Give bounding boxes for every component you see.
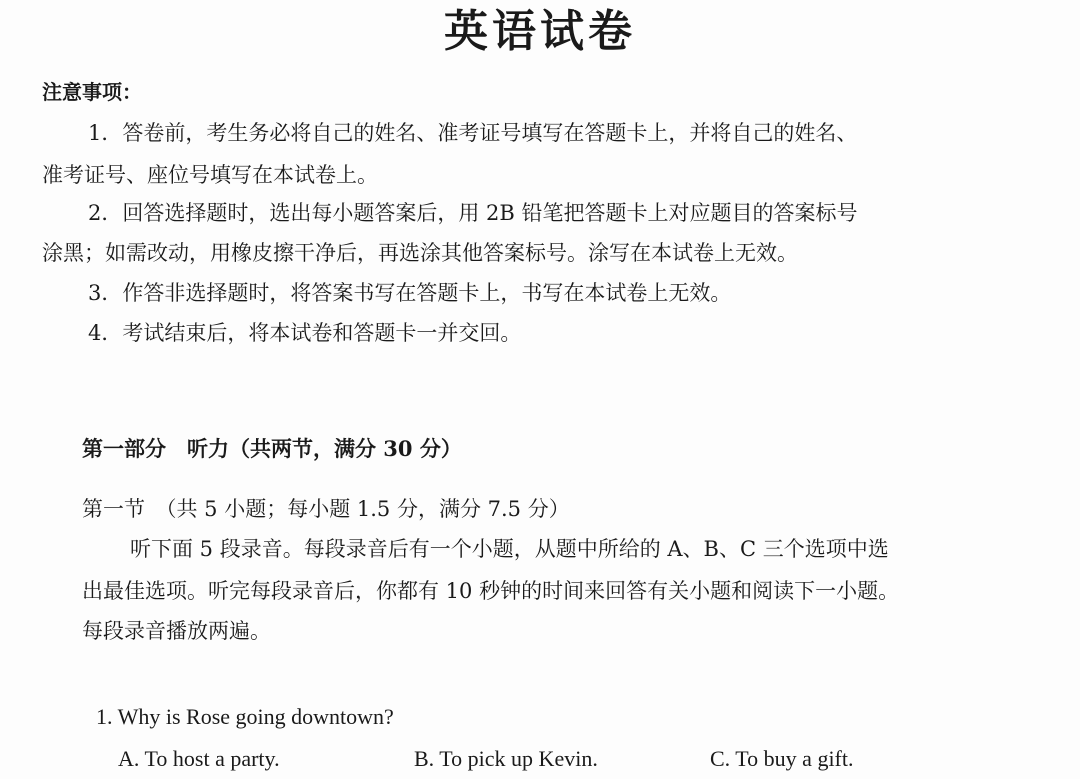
notice-item-1-line-1: 1．答卷前，考生务必将自己的姓名、准考证号填写在答题卡上，并将自己的姓名、 [88,121,858,145]
notice-item-4: 4．考试结束后，将本试卷和答题卡一并交回。 [88,321,522,345]
question-1-option-a: A. To host a party. [118,746,280,771]
notice-heading: 注意事项： [42,80,142,104]
notice-item-2-line-2: 涂黑；如需改动，用橡皮擦干净后，再选涂其他答案标号。涂写在本试卷上无效。 [42,241,798,265]
page-title: 英语试卷 [444,6,636,57]
notice-item-2-line-1: 2．回答选择题时，选出每小题答案后，用 2B 铅笔把答题卡上对应题目的答案标号 [88,201,858,225]
question-1-option-b: B. To pick up Kevin. [414,746,598,771]
notice-item-3: 3．作答非选择题时，将答案书写在答题卡上，书写在本试卷上无效。 [88,281,732,305]
notice-item-1-line-2: 准考证号、座位号填写在本试卷上。 [42,163,378,187]
section-1-instruction-line-3: 每段录音播放两遍。 [82,619,271,643]
question-1-option-c: C. To buy a gift. [710,746,854,771]
part-1-heading: 第一部分 听力（共两节，满分 30 分） [82,436,462,461]
section-1-instruction-line-2: 出最佳选项。听完每段录音后，你都有 10 秒钟的时间来回答有关小题和阅读下一小题。 [82,579,900,603]
section-1-heading: 第一节 （共 5 小题；每小题 1.5 分，满分 7.5 分） [82,497,570,521]
question-1-text: 1. Why is Rose going downtown? [96,704,394,729]
section-1-instruction-line-1: 听下面 5 段录音。每段录音后有一个小题，从题中所给的 A、B、C 三个选项中选 [130,537,889,561]
